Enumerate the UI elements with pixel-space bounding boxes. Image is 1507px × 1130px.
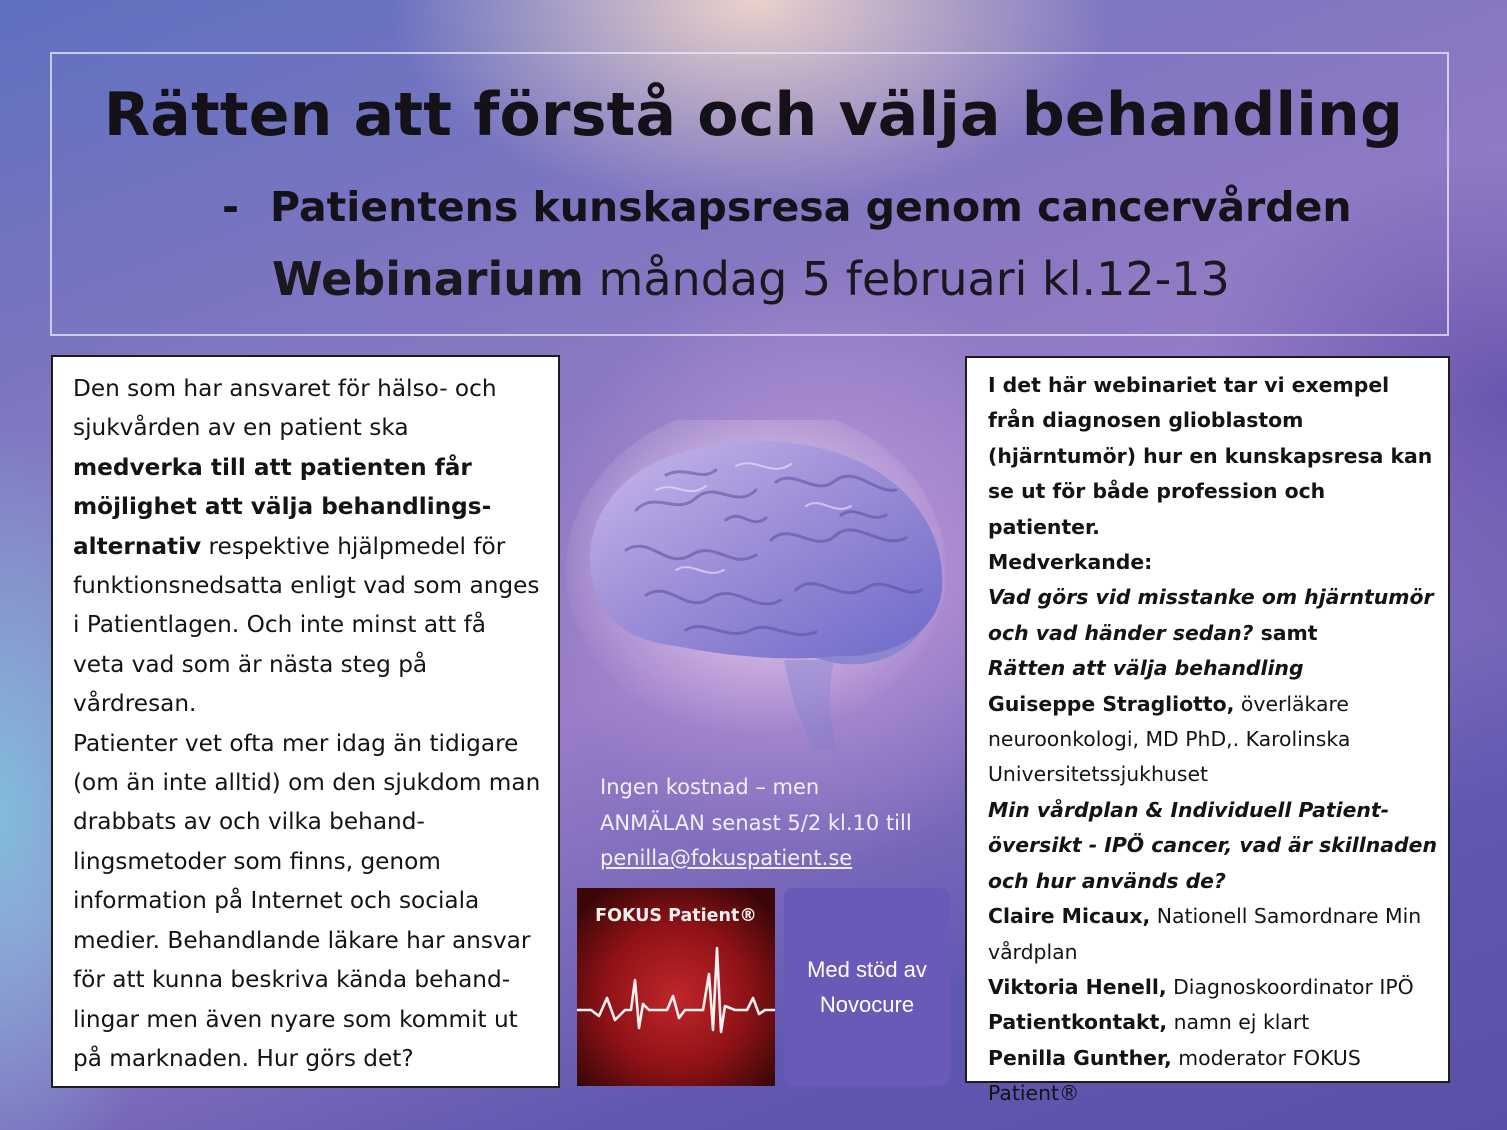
topic-2 <box>988 651 1440 686</box>
speaker-2-role: Nationell Samordnare Min vårdplan <box>988 904 1422 964</box>
speaker-4-role: namn ej klart <box>1167 1010 1310 1035</box>
sponsor-line-1: Med stöd av <box>807 957 927 982</box>
registration-line-1: Ingen kostnad – men <box>600 775 820 799</box>
topic-3 <box>988 793 1440 899</box>
left-p1-text: Den som har ansvaret för hälso- och sjukvården av en patient ska <box>73 375 497 442</box>
speaker-3 <box>988 970 1440 1005</box>
speaker-1 <box>988 687 1440 793</box>
topic-1-text: Vad görs vid misstanke om hjärntumör och vad händer sedan? <box>988 585 1434 645</box>
logo-brand-text: FOKUS Patient® <box>595 906 757 926</box>
left-p1-bold: medverka till att patienten får möjlighet att välja behandlings-alternativ <box>73 453 492 560</box>
subtitle-dash: - <box>222 183 240 231</box>
speaker-4-name: Patientkontakt, <box>988 1010 1168 1035</box>
speaker-3-name: Viktoria Henell, <box>988 974 1167 999</box>
right-text-panel <box>965 356 1450 1106</box>
page-subtitle <box>222 183 1352 231</box>
heartbeat-icon <box>577 888 775 1086</box>
right-intro <box>988 368 1440 545</box>
speaker-4 <box>988 1005 1440 1040</box>
speaker-1-name: Guiseppe Stragliotto, <box>988 691 1235 716</box>
participants-heading-text: Medverkande: <box>988 550 1153 575</box>
topic-1 <box>988 580 1440 651</box>
left-text-panel <box>51 355 560 1088</box>
intro-text: I det här webinariet tar vi exempel från diagnosen glioblastom (hjärntumör) hur en kunskapsresa kan se ut för både profession och patienter. <box>988 373 1433 539</box>
webinar-date-line <box>272 252 1230 306</box>
speaker-2 <box>988 899 1440 970</box>
speaker-5 <box>988 1041 1440 1112</box>
sponsor-box <box>784 888 950 1086</box>
fokus-patient-logo <box>577 888 775 1086</box>
speaker-2-name: Claire Micaux, <box>988 904 1151 929</box>
speaker-1-role: överläkare neuroonkologi, MD PhD,. Karolinska Universitetssjukhuset <box>988 691 1351 787</box>
topic-2-text: Rätten att välja behandling <box>988 656 1304 681</box>
sponsor-name: Novocure <box>819 992 915 1017</box>
left-p1-text-end: respektive hjälpmedel för funktionsnedsatta enligt vad som anges i Patientlagen. Och inte minst att få veta vad som är nästa steg på vårdresan. <box>73 532 540 718</box>
participants-heading <box>988 545 1440 580</box>
brain-image <box>566 420 950 760</box>
topic-1-joiner: samt <box>1253 620 1318 645</box>
registration-email-link[interactable]: penilla@fokuspatient.se <box>600 846 853 870</box>
speaker-3-role: Diagnoskoordinator IPÖ <box>1166 974 1414 999</box>
registration-info <box>600 770 912 877</box>
subtitle-text: Patientens kunskapsresa genom cancervården <box>270 183 1352 231</box>
page-title: Rätten att förstå och välja behandling <box>103 80 1404 150</box>
speaker-5-name: Penilla Gunther, <box>988 1045 1172 1070</box>
left-paragraph-1 <box>73 369 544 724</box>
registration-line-2: ANMÄLAN senast 5/2 kl.10 till <box>600 810 912 835</box>
left-paragraph-2: Patienter vet ofta mer idag än tidigare (om än inte alltid) om den sjukdom man drabbats av och vilka behand-lingsmetoder som finns, genom information på Internet och sociala medier. Behandlande läkare har ansvar för att kunna beskriva kända behand-lingar men även nyare som kommit ut på marknaden. Hur görs det? <box>73 729 541 1072</box>
topic-3-text: Min vårdplan & Individuell Patient-översikt - IPÖ cancer, vad är skillnaden och hur används de? <box>988 797 1437 893</box>
speaker-5-role: moderator FOKUS Patient® <box>988 1045 1361 1106</box>
webinar-label: Webinarium <box>272 252 584 306</box>
webinar-time: måndag 5 februari kl.12-13 <box>583 252 1230 306</box>
